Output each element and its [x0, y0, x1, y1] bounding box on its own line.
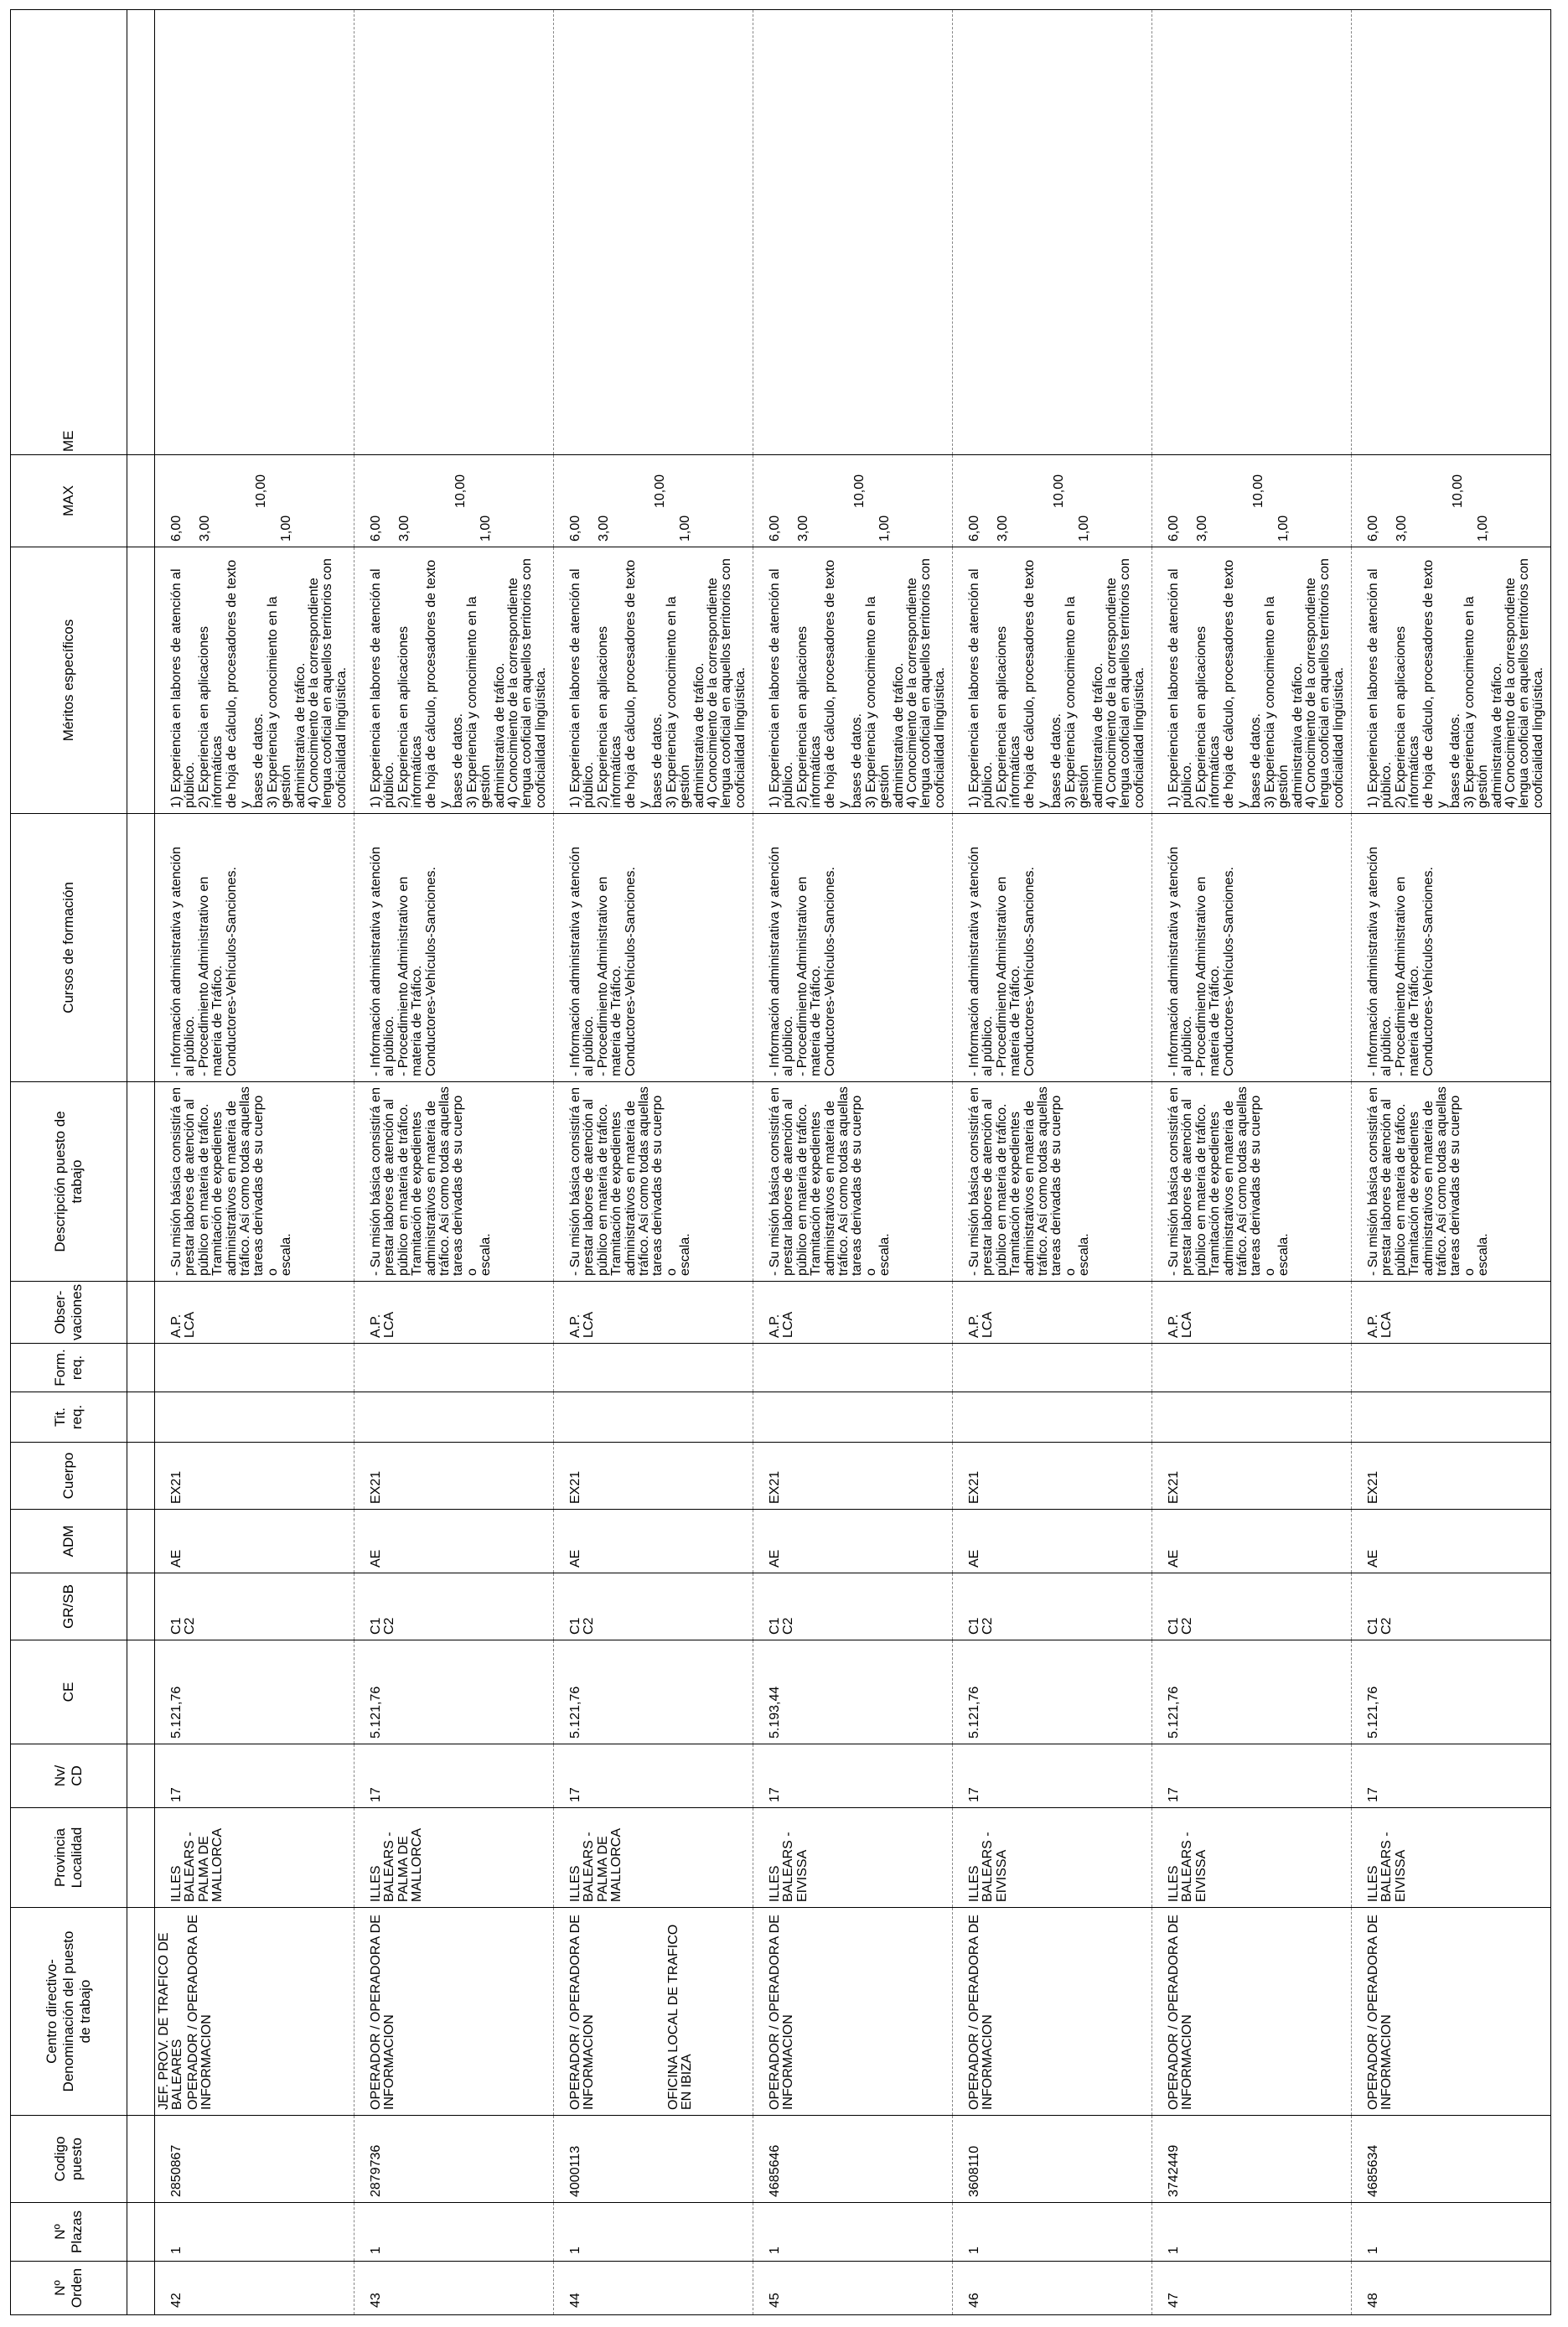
codigo-cell: 4685634 — [1352, 2116, 1551, 2203]
max-value: 10,00 — [453, 474, 468, 508]
ce-cell: 5.121,76 — [354, 1640, 554, 1744]
header-cuerpo: Cuerpo — [11, 1443, 127, 1510]
denominacion-puesto: OPERADOR / OPERADORA DE INFORMACION — [568, 1915, 597, 2110]
cursos-cell: - Información administrativa y atención al público. - Procedimiento Administrativo en materia de Tráfico. Conductores-Vehículos-Sanciones. — [1352, 814, 1551, 1082]
table-row — [1152, 10, 1352, 2315]
max-value: 6,00 — [1167, 515, 1181, 542]
titreq-cell — [354, 1392, 554, 1443]
denominacion-puesto: OPERADOR / OPERADORA DE INFORMACION — [369, 1915, 397, 2110]
nivel-cell: 17 — [554, 1744, 753, 1808]
header-adm: ADM — [11, 1510, 127, 1573]
table-row — [753, 10, 953, 2315]
adm-cell: AE — [953, 1510, 1152, 1573]
header-descripcion: Descripción puesto de trabajo — [11, 1082, 127, 1282]
centro-cell — [1152, 1908, 1352, 2116]
descripcion-cell: - Su misión básica consistirá en prestar labores de atención al público en materia de tráfico. Tramitación de expedientes administrativos en materia de tráfico. Así como todas aquellas tareas derivadas de su cuerpo o escala. — [354, 1082, 554, 1282]
max-value: 10,00 — [1250, 474, 1265, 508]
plazas-cell: 1 — [753, 2203, 953, 2262]
max-cell — [554, 455, 753, 547]
meritos-cell: 1) Experiencia en labores de atención al público. 2) Experiencia en aplicaciones informáticas de hoja de cálculo, procesadores de texto y bases de datos. 3) Experiencia y conocimiento en la gestión administrativa de tráfico. 4) Conocimiento de la correspondiente lengua cooficial en aquellos territorios con cooficialidad lingüística. — [554, 547, 753, 814]
denominacion-puesto: OPERADOR / OPERADORA DE INFORMACION — [768, 1915, 796, 2110]
max-value: 6,00 — [369, 515, 383, 542]
max-value: 3,00 — [996, 515, 1011, 542]
max-cell — [155, 455, 354, 547]
centro-cell — [354, 1908, 554, 2116]
header-provincia: Provincia Localidad — [11, 1808, 127, 1908]
meritos-cell: 1) Experiencia en labores de atención al público. 2) Experiencia en aplicaciones informáticas de hoja de cálculo, procesadores de texto y bases de datos. 3) Experiencia y conocimiento en la gestión administrativa de tráfico. 4) Conocimiento de la correspondiente lengua cooficial en aquellos territorios con cooficialidad lingüística. — [753, 547, 953, 814]
observaciones-cell: A.P. LCA — [554, 1282, 753, 1344]
observaciones-cell: A.P. LCA — [953, 1282, 1152, 1344]
provincia-cell: ILLES BALEARS - EIVISSA — [753, 1808, 953, 1908]
orden-cell: 43 — [354, 2262, 554, 2315]
grsb-cell: C1 C2 — [1352, 1573, 1551, 1640]
orden-cell: 46 — [953, 2262, 1152, 2315]
orden-cell: 47 — [1152, 2262, 1352, 2315]
ce-cell: 5.121,76 — [1352, 1640, 1551, 1744]
max-value: 1,00 — [1276, 515, 1291, 542]
table-row — [953, 10, 1152, 2315]
orden-cell: 45 — [753, 2262, 953, 2315]
observaciones-cell: A.P. LCA — [155, 1282, 354, 1344]
titreq-cell — [953, 1392, 1152, 1443]
orden-cell: 44 — [554, 2262, 753, 2315]
titreq-cell — [1152, 1392, 1352, 1443]
header-centro: Centro directivo- Denominación del puesto de trabajo — [11, 1908, 127, 2116]
nivel-cell: 17 — [1352, 1744, 1551, 1808]
ce-cell: 5.121,76 — [953, 1640, 1152, 1744]
meritos-cell: 1) Experiencia en labores de atención al público. 2) Experiencia en aplicaciones informáticas de hoja de cálculo, procesadores de texto y bases de datos. 3) Experiencia y conocimiento en la gestión administrativa de tráfico. 4) Conocimiento de la correspondiente lengua cooficial en aquellos territorios con cooficialidad lingüística. — [953, 547, 1152, 814]
max-value: 3,00 — [796, 515, 811, 542]
max-value: 6,00 — [568, 515, 582, 542]
plazas-cell: 1 — [1152, 2203, 1352, 2262]
header-titreq: Tit. req. — [11, 1392, 127, 1443]
grsb-cell: C1 C2 — [953, 1573, 1152, 1640]
cuerpo-cell: EX21 — [354, 1443, 554, 1510]
provincia-cell: ILLES BALEARS - EIVISSA — [1352, 1808, 1551, 1908]
formreq-cell — [1352, 1344, 1551, 1392]
cuerpo-cell: EX21 — [554, 1443, 753, 1510]
table-row — [354, 10, 554, 2315]
observaciones-cell: A.P. LCA — [354, 1282, 554, 1344]
table-row — [554, 10, 753, 2315]
adm-cell: AE — [354, 1510, 554, 1573]
me-cell — [155, 10, 354, 455]
formreq-cell — [155, 1344, 354, 1392]
max-cell — [753, 455, 953, 547]
max-value: 10,00 — [851, 474, 867, 508]
provincia-cell: ILLES BALEARS - EIVISSA — [953, 1808, 1152, 1908]
plazas-cell: 1 — [554, 2203, 753, 2262]
orden-cell: 48 — [1352, 2262, 1551, 2315]
header-ce: CE — [11, 1640, 127, 1744]
me-cell — [953, 10, 1152, 455]
max-value: 3,00 — [597, 515, 612, 542]
codigo-cell: 2879736 — [354, 2116, 554, 2203]
centro-directivo: JEF. PROV. DE TRAFICO DE BALEARES — [157, 1932, 185, 2110]
meritos-cell: 1) Experiencia en labores de atención al público. 2) Experiencia en aplicaciones informáticas de hoja de cálculo, procesadores de texto y bases de datos. 3) Experiencia y conocimiento en la gestión administrativa de tráfico. 4) Conocimiento de la correspondiente lengua cooficial en aquellos territorios con cooficialidad lingüística. — [354, 547, 554, 814]
plazas-cell: 1 — [953, 2203, 1152, 2262]
adm-cell: AE — [1152, 1510, 1352, 1573]
cuerpo-cell: EX21 — [753, 1443, 953, 1510]
max-value: 10,00 — [253, 474, 268, 508]
formreq-cell — [1152, 1344, 1352, 1392]
titreq-cell — [753, 1392, 953, 1443]
header-codigo: Codigo puesto — [11, 2116, 127, 2203]
ce-cell: 5.121,76 — [1152, 1640, 1352, 1744]
header-orden: Nº Orden — [11, 2262, 127, 2315]
max-value: 1,00 — [678, 515, 693, 542]
observaciones-cell: A.P. LCA — [1152, 1282, 1352, 1344]
centro-cell — [953, 1908, 1152, 2116]
formreq-cell — [953, 1344, 1152, 1392]
me-cell — [753, 10, 953, 455]
nivel-cell: 17 — [155, 1744, 354, 1808]
cuerpo-cell: EX21 — [1152, 1443, 1352, 1510]
cuerpo-cell: EX21 — [1352, 1443, 1551, 1510]
codigo-cell: 4685646 — [753, 2116, 953, 2203]
max-value: 6,00 — [967, 515, 981, 542]
descripcion-cell: - Su misión básica consistirá en prestar labores de atención al público en materia de tráfico. Tramitación de expedientes administrativos en materia de tráfico. Así como todas aquellas tareas derivadas de su cuerpo o escala. — [953, 1082, 1152, 1282]
observaciones-cell: A.P. LCA — [1352, 1282, 1551, 1344]
max-value: 10,00 — [1051, 474, 1066, 508]
max-value: 1,00 — [279, 515, 294, 542]
meritos-cell: 1) Experiencia en labores de atención al público. 2) Experiencia en aplicaciones informáticas de hoja de cálculo, procesadores de texto y bases de datos. 3) Experiencia y conocimiento en la gestión administrativa de tráfico. 4) Conocimiento de la correspondiente lengua cooficial en aquellos territorios con cooficialidad lingüística. — [1152, 547, 1352, 814]
orden-cell: 42 — [155, 2262, 354, 2315]
header-nivel: Nv/ CD — [11, 1744, 127, 1808]
header-formreq: Form. req. — [11, 1344, 127, 1392]
grsb-cell: C1 C2 — [354, 1573, 554, 1640]
max-value: 1,00 — [479, 515, 494, 542]
header-me: ME — [11, 10, 127, 455]
max-value: 1,00 — [1476, 515, 1491, 542]
plazas-cell: 1 — [155, 2203, 354, 2262]
ce-cell: 5.121,76 — [155, 1640, 354, 1744]
grsb-cell: C1 C2 — [554, 1573, 753, 1640]
ce-cell: 5.193,44 — [753, 1640, 953, 1744]
formreq-cell — [554, 1344, 753, 1392]
max-cell — [1352, 455, 1551, 547]
descripcion-cell: - Su misión básica consistirá en prestar labores de atención al público en materia de tráfico. Tramitación de expedientes administrativos en materia de tráfico. Así como todas aquellas tareas derivadas de su cuerpo o escala. — [753, 1082, 953, 1282]
grsb-cell: C1 C2 — [1152, 1573, 1352, 1640]
me-cell — [354, 10, 554, 455]
ce-cell: 5.121,76 — [554, 1640, 753, 1744]
me-cell — [554, 10, 753, 455]
max-value: 6,00 — [768, 515, 782, 542]
max-value: 6,00 — [1366, 515, 1380, 542]
denominacion-puesto: OPERADOR / OPERADORA DE INFORMACION — [1366, 1915, 1395, 2110]
header-grsb: GR/SB — [11, 1573, 127, 1640]
codigo-cell: 2850867 — [155, 2116, 354, 2203]
centro-cell — [554, 1908, 753, 2116]
titreq-cell — [554, 1392, 753, 1443]
nivel-cell: 17 — [354, 1744, 554, 1808]
observaciones-cell: A.P. LCA — [753, 1282, 953, 1344]
header-max: MAX — [11, 455, 127, 547]
max-value: 3,00 — [397, 515, 412, 542]
nivel-cell: 17 — [953, 1744, 1152, 1808]
centro-oficina: OFICINA LOCAL DE TRAFICO EN IBIZA — [665, 1924, 695, 2110]
max-cell — [953, 455, 1152, 547]
grsb-cell: C1 C2 — [155, 1573, 354, 1640]
cursos-cell: - Información administrativa y atención al público. - Procedimiento Administrativo en materia de Tráfico. Conductores-Vehículos-Sanciones. — [1152, 814, 1352, 1082]
formreq-cell — [753, 1344, 953, 1392]
codigo-cell: 3608110 — [953, 2116, 1152, 2203]
header-plazas: Nº Plazas — [11, 2203, 127, 2262]
centro-cell — [155, 1908, 354, 2116]
max-cell — [1152, 455, 1352, 547]
me-cell — [1152, 10, 1352, 455]
codigo-cell: 4000113 — [554, 2116, 753, 2203]
adm-cell: AE — [155, 1510, 354, 1573]
plazas-cell: 1 — [1352, 2203, 1551, 2262]
max-value: 10,00 — [1450, 474, 1465, 508]
max-value: 6,00 — [169, 515, 184, 542]
max-value: 3,00 — [198, 515, 213, 542]
table-row — [1352, 10, 1551, 2315]
max-value: 1,00 — [877, 515, 893, 542]
descripcion-cell: - Su misión básica consistirá en prestar labores de atención al público en materia de tráfico. Tramitación de expedientes administrativos en materia de tráfico. Así como todas aquellas tareas derivadas de su cuerpo o escala. — [1352, 1082, 1551, 1282]
me-cell — [1352, 10, 1551, 455]
header-observaciones: Obser- vaciones — [11, 1282, 127, 1344]
provincia-cell: ILLES BALEARS - PALMA DE MALLORCA — [354, 1808, 554, 1908]
cursos-cell: - Información administrativa y atención al público. - Procedimiento Administrativo en materia de Tráfico. Conductores-Vehículos-Sanciones. — [155, 814, 354, 1082]
cursos-cell: - Información administrativa y atención al público. - Procedimiento Administrativo en materia de Tráfico. Conductores-Vehículos-Sanciones. — [753, 814, 953, 1082]
max-value: 3,00 — [1195, 515, 1210, 542]
centro-cell — [753, 1908, 953, 2116]
descripcion-cell: - Su misión básica consistirá en prestar labores de atención al público en materia de tráfico. Tramitación de expedientes administrativos en materia de tráfico. Así como todas aquellas tareas derivadas de su cuerpo o escala. — [155, 1082, 354, 1282]
centro-cell — [1352, 1908, 1551, 2116]
meritos-cell: 1) Experiencia en labores de atención al público. 2) Experiencia en aplicaciones informáticas de hoja de cálculo, procesadores de texto y bases de datos. 3) Experiencia y conocimiento en la gestión administrativa de tráfico. 4) Conocimiento de la correspondiente lengua cooficial en aquellos territorios con cooficialidad lingüística. — [1352, 547, 1551, 814]
adm-cell: AE — [1352, 1510, 1551, 1573]
plazas-cell: 1 — [354, 2203, 554, 2262]
nivel-cell: 17 — [1152, 1744, 1352, 1808]
spacer-row — [127, 10, 155, 2315]
denominacion-puesto: OPERADOR / OPERADORA DE INFORMACION — [967, 1915, 996, 2110]
descripcion-cell: - Su misión básica consistirá en prestar labores de atención al público en materia de tráfico. Tramitación de expedientes administrativos en materia de tráfico. Así como todas aquellas tareas derivadas de su cuerpo o escala. — [1152, 1082, 1352, 1282]
job-positions-table — [10, 9, 1551, 2315]
provincia-cell: ILLES BALEARS - PALMA DE MALLORCA — [554, 1808, 753, 1908]
max-value: 1,00 — [1077, 515, 1092, 542]
cuerpo-cell: EX21 — [953, 1443, 1152, 1510]
denominacion-puesto: OPERADOR / OPERADORA DE INFORMACION — [185, 1915, 215, 2110]
descripcion-cell: - Su misión básica consistirá en prestar labores de atención al público en materia de tráfico. Tramitación de expedientes administrativos en materia de tráfico. Así como todas aquellas tareas derivadas de su cuerpo o escala. — [554, 1082, 753, 1282]
header-cursos: Cursos de formación — [11, 814, 127, 1082]
denominacion-puesto: OPERADOR / OPERADORA DE INFORMACION — [1167, 1915, 1195, 2110]
cursos-cell: - Información administrativa y atención al público. - Procedimiento Administrativo en materia de Tráfico. Conductores-Vehículos-Sanciones. — [554, 814, 753, 1082]
titreq-cell — [155, 1392, 354, 1443]
header-meritos: Méritos específicos — [11, 547, 127, 814]
titreq-cell — [1352, 1392, 1551, 1443]
meritos-cell: 1) Experiencia en labores de atención al público. 2) Experiencia en aplicaciones informáticas de hoja de cálculo, procesadores de texto y bases de datos. 3) Experiencia y conocimiento en la gestión administrativa de tráfico. 4) Conocimiento de la correspondiente lengua cooficial en aquellos territorios con cooficialidad lingüística. — [155, 547, 354, 814]
formreq-cell — [354, 1344, 554, 1392]
codigo-cell: 3742449 — [1152, 2116, 1352, 2203]
cursos-cell: - Información administrativa y atención al público. - Procedimiento Administrativo en materia de Tráfico. Conductores-Vehículos-Sanciones. — [953, 814, 1152, 1082]
nivel-cell: 17 — [753, 1744, 953, 1808]
table-row — [155, 10, 354, 2315]
adm-cell: AE — [554, 1510, 753, 1573]
grsb-cell: C1 C2 — [753, 1573, 953, 1640]
max-cell — [354, 455, 554, 547]
max-value: 3,00 — [1395, 515, 1410, 542]
adm-cell: AE — [753, 1510, 953, 1573]
provincia-cell: ILLES BALEARS - PALMA DE MALLORCA — [155, 1808, 354, 1908]
provincia-cell: ILLES BALEARS - EIVISSA — [1152, 1808, 1352, 1908]
header-row — [11, 10, 127, 2315]
max-value: 10,00 — [652, 474, 667, 508]
cuerpo-cell: EX21 — [155, 1443, 354, 1510]
cursos-cell: - Información administrativa y atención al público. - Procedimiento Administrativo en materia de Tráfico. Conductores-Vehículos-Sanciones. — [354, 814, 554, 1082]
